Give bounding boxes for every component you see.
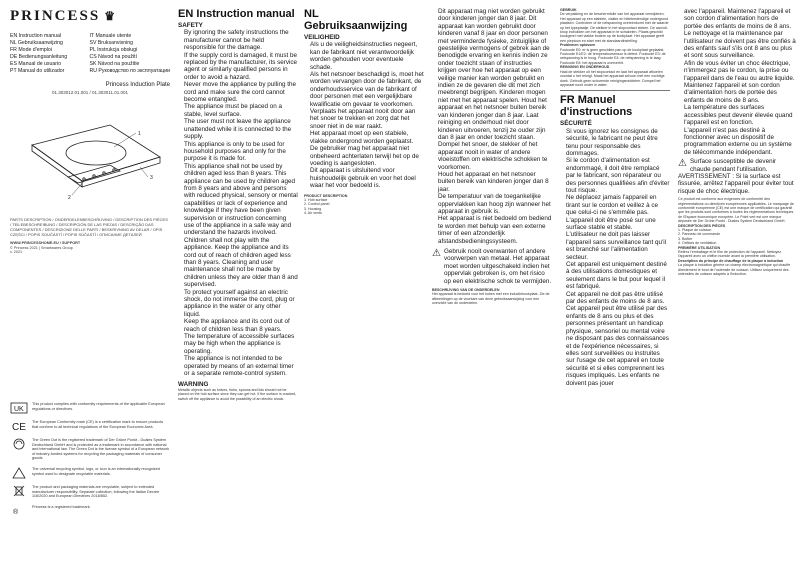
list-item: • L'appareil doit être posé sur une surface stable et stable.: [566, 217, 670, 232]
product-name: Princess Induction Plate: [105, 82, 170, 88]
language-item: SK Návod na použitie: [89, 61, 140, 67]
notice-row: [10, 485, 170, 499]
safety-list: [304, 41, 424, 189]
list-item: • De temperatuur van de toegankelijke oppervlakken kan hoog zijn wanneer het apparaat in gebruik is.: [438, 193, 552, 215]
list-item: • Dit apparaat mag niet worden gebruikt door kinderen jonger dan 8 jaar. Dit apparaat kan worden gebruikt door kinderen vanaf 8 jaar en door personen met verminderde fysieke, zintuiglijke of geestelijke vermogens of gebrek aan de benodigde ervaring en kennis indien ze onder toezicht staan of instructies krijgen over hoe het apparaat op een veilige manier kan worden gebruikt en indien ze de gevaren die dit met zich meebrengt begrijpen. Kinderen mogen niet met het apparaat spelen. Houd het apparaat en het netsnoer buiten bereik van kinderen jonger dan 8 jaar. Laat reiniging en onderhoud niet door kinderen uitvoeren, tenzij ze ouder zijn dan 8 jaar en onder toezicht staan.: [438, 8, 552, 141]
warning-heading: WARNING: [178, 380, 209, 388]
svg-text:1: 1: [138, 131, 141, 137]
list-item: • Si vous ignorez les consignes de sécurité, le fabricant ne peut être tenu pour responsable des dommages.: [566, 128, 670, 158]
notice-row: [10, 402, 170, 414]
list-item: • Afin de vous éviter un choc électrique, n'immergez pas le cordon, la prise ou l'appareil dans de l'eau ou autre liquide.: [684, 60, 796, 82]
hot-surface-icon: ⚠: [678, 158, 687, 170]
list-item: • The temperature of accessible surfaces may be high when the appliance is operating.: [184, 333, 298, 355]
avertissement-text: AVERTISSEMENT : Si la surface est fissurée, arrêtez l'appareil pour éviter tout risque de choc électrique.: [678, 172, 794, 195]
language-item: CS Návod na použití: [89, 54, 138, 60]
safety-list: [432, 8, 552, 245]
part-item: 2. Control panel: [304, 202, 330, 207]
hot-surface-icon: ⚠: [432, 248, 441, 259]
svg-text:3: 3: [150, 175, 153, 181]
part-item: 2. Panneau de commande: [678, 232, 721, 237]
notice-text: The universal recycling symbol, logo, or icon is an internationally recognized symbol used to designate recyclable materials.: [32, 466, 160, 476]
language-item: RU Руководство по эксплуатации: [89, 68, 170, 74]
list-item: • Ne déplacez jamais l'appareil en tirant sur le cordon et veillez à ce que celui-ci ne s'emmêle pas.: [566, 194, 670, 216]
list-item: • Never move the appliance by pulling the cord and make sure the cord cannot become entangled.: [184, 81, 298, 103]
svg-text:®: ®: [13, 508, 19, 516]
language-item: SV Bruksanvisning: [89, 40, 134, 46]
list-item: • De gebruiker mag het apparaat niet onbeheerd achterlaten terwijl het op de voeding is aangesloten.: [310, 145, 424, 167]
language-item: NL Gebruiksaanwijzing: [10, 40, 63, 46]
french-column-continued: [678, 8, 796, 568]
list-item: • Houd het apparaat en het netsnoer buiten bereik van kinderen jonger dan 8 jaar.: [438, 171, 552, 193]
product-code: 01.303012.01.001 / 01.303011.01.001: [52, 90, 128, 95]
recycling-icon: [10, 467, 28, 479]
green-dot-icon: [10, 438, 28, 450]
list-item: • Dit apparaat is uitsluitend voor huishoudelijk gebruik en voor het doel waar het voor bedoeld is.: [310, 167, 424, 189]
notice-text: The Green Dot is the registered trademark of Der Grüne Punkt - Duales System Deutschland GmbH and is protected as a trademark in accordance with national and international law. The Green Dot is the license symbol of a European network of industry-funded systems for recycling the packaging materials of consumer goods.: [32, 438, 170, 461]
list-item: • The appliance is not intended to be operated by means of an external timer or a separate remote-control system.: [184, 355, 298, 377]
notice-text: Princess is a registered trademark.: [32, 504, 91, 509]
english-column: [178, 8, 298, 568]
language-item: ES Manual de usuario: [10, 61, 62, 67]
conformity-text: Ce produit est conforme aux exigences de conformité des réglementations ou directives européennes applicables. Le marquage de conformité européenne (CE) est une marque de certification qui garantit que les produits sont conformes à toutes les réglementations techniques de l'Espace économique européen. Le Point vert est une marque déposée de Der Grüne Punkt - Duales System Deutschland GmbH.: [678, 197, 794, 224]
cover-column: [10, 8, 170, 568]
list-item: • The appliance must be placed on a stable, level surface.: [184, 103, 298, 118]
warning-text: Surface susceptible de devenir chaude pendant l'utilisation.: [689, 158, 777, 173]
list-item: • L'appareil n'est pas destiné à fonctionner avec un dispositif de programmation externe ou un système de télécommande indépendant.: [684, 127, 796, 157]
list-item: • Si le cordon d'alimentation est endommagé, il doit être remplacé par le fabricant, son réparateur ou des personnes qualifiées afin d'éviter tout risque.: [566, 157, 670, 194]
language-item: DE Bedienungsanleitung: [10, 54, 68, 60]
first-use-heading: PREMIÈRE UTILISATION: [678, 245, 721, 250]
notice-row: [10, 438, 170, 461]
ce-mark-icon: [10, 420, 28, 432]
section-title: NL Gebruiksaanwijzing: [304, 8, 408, 32]
list-item: • The user must not leave the appliance unattended while it is connected to the supply.: [184, 118, 298, 140]
heating-heading: Description du principe de chauffage de la plaque à induction: [678, 258, 784, 263]
svg-text:UK: UK: [14, 406, 24, 413]
trademark-icon: [10, 505, 28, 517]
first-use-text: Retirez l'emballage et le film de protection de l'appareil. Nettoyez l'appareil avec un chiffon humide avant la première utilisation.: [678, 250, 782, 259]
parts-list: [304, 198, 424, 216]
safety-list: [178, 29, 298, 377]
language-item: IT Manuale utente: [89, 33, 132, 39]
notice-text: The product and packaging materials are recyclable, subject to extended manufacturer responsibility. Separate collection; following the Italian Decree 116/2020 and European Directives 2018/852.: [32, 484, 160, 499]
usage-heading: GEBRUIK: [560, 8, 577, 12]
brand-logo: PRINCESS ♛: [10, 8, 117, 24]
print-version: v. 2021: [10, 250, 23, 255]
section-title: FR Manuel d'instructions: [560, 94, 633, 119]
list-item: • Cet appareil est uniquement destiné à des utilisations domestiques et seulement dans le but pour lequel il est fabriqué.: [566, 261, 670, 291]
list-item: • Cet appareil ne doit pas être utilisé par des enfants de moins de 8 ans. Cet appareil peut être utilisé par des enfants de 8 ans ou plus et des personnes présentant un handicap physique, sensoriel ou mental voire ne disposant pas des connaissances et de l'expérience nécessaires, si elles sont surveillées ou instruites sur l'usage de cet appareil en toute sécurité et si elles comprennent les risques impliqués. Les enfants ne doivent pas jouer: [566, 291, 670, 387]
usage-column: [560, 8, 670, 568]
conformity-icon: [10, 402, 28, 414]
product-figure: [10, 82, 170, 282]
list-item: • Maintenez l'appareil et son cordon d'alimentation hors de portée des enfants de moins de 8 ans.: [684, 82, 796, 104]
list-item: • Het apparaat moet op een stabiele, vlakke ondergrond worden geplaatst.: [310, 130, 424, 145]
language-item: EN Instruction manual: [10, 33, 62, 39]
notice-text: This product complies with conformity requirements of the applicable European regulations or directives.: [32, 402, 165, 411]
safety-list: [678, 8, 796, 156]
usage-text: De verpakking en de beschermfolie van het apparaat verwijderen. Het apparaat op een stabiele, vlakke en hittebestendige ondergrond plaatsen. Controleer of de netspanning overeenkomt met de waarde op het typeplaatje. De stekker in het stopcontact steken. De aan/uit-knop indrukken om het apparaat in te schakelen. Plaats geschikt kookgerei met vlakke bodem op de kookplaat. Het apparaat geeft een pieptoon en start met de standaardinstelling.: [560, 12, 669, 43]
notice-row: [10, 505, 170, 517]
warning-text: Gebruik nooit ovenwanten of andere voorwerpen van metaal. Het apparaat moet worden uitgeschakeld indien het oppervlak gebroken is, om het risico op een elektrische schok te vermijden.: [443, 248, 552, 285]
parts-heading: BESCHRIJVING VAN DE ONDERDELEN: [432, 288, 500, 293]
parts-description: PARTS DESCRIPTION / ONDERDELENBESCHRIJVING / DESCRIPTION DES PIÈCES / TEILEBESCHREIBUNG / DESCRIPCIÓN DE LAS PIEZAS / DESCRIÇÃO DAS COMPONENTES / DESCRIZIONE DELLE PARTI / BESKRIVNING AV DELAR / OPIS CZĘŚCI / POPIS SOUČÁSTÍ / POPIS SÚČASTÍ / ОПИСАНИЕ ДЕТАЛЕЙ: [10, 217, 168, 237]
cleaning-heading: REINIGING EN ONDERHOUD: [560, 65, 610, 70]
list-item: • By ignoring the safety instructions the manufacturer cannot be held responsible for the damage.: [184, 29, 298, 51]
safety-list: [560, 128, 670, 387]
list-item: • This appliance shall not be used by children aged less than 8 years. This appliance can be used by children aged from 8 years and above and persons with reduced physical, sensory or mental capabilities or lack of experience and knowledge if they have been given supervision or instruction concerning use of the appliance in a safe way and understand the hazards involved. Children shall not play with the appliance. Keep the appliance and its cord out of reach of children aged less than 8 years. Cleaning and user maintenance shall not be made by children unless they are older than 8 and supervised.: [184, 163, 298, 289]
induction-plate-illustration: [10, 95, 170, 215]
notice-row: [10, 467, 170, 479]
safety-heading: VEILIGHEID: [304, 34, 340, 41]
weee-bin-icon: [10, 485, 28, 497]
crown-icon: ♛: [104, 9, 117, 23]
parts-list: [678, 228, 796, 246]
list-item: • This appliance is only to be used for household purposes and only for the purpose it is made for.: [184, 141, 298, 163]
language-item: FR Mode d'emploi: [10, 47, 52, 53]
list-item: • Keep the appliance and its cord out of reach of children less than 8 years.: [184, 318, 298, 333]
support-url[interactable]: WWW.PRINCESSHOME.EU / SUPPORT: [10, 241, 81, 245]
svg-text:2: 2: [68, 195, 71, 201]
parts-heading: PRODUCT DESCRIPTION: [304, 193, 348, 198]
part-item: 1. Hob surface: [304, 197, 328, 202]
svg-text:CE: CE: [12, 422, 26, 432]
list-item: • Als u de veiligheidsinstructies negeert, kan de fabrikant niet verantwoordelijk worden gehouden voor eventuele schade.: [310, 41, 424, 71]
list-item: • avec l'appareil. Maintenez l'appareil et son cordon d'alimentation hors de portée des enfants de moins de 8 ans. Le nettoyage et la maintenance par l'utilisateur ne doivent pas être confiés à des enfants sauf s'ils ont 8 ans ou plus et sont sous surveillance.: [684, 8, 796, 60]
part-item: 3. Housing: [304, 206, 322, 211]
safety-heading: SAFETY: [178, 22, 203, 29]
part-item: 1. Plaque de cuisson: [678, 228, 712, 232]
list-item: • Verplaats het apparaat nooit door aan het snoer te trekken en zorg dat het snoer niet in de war raakt.: [310, 108, 424, 130]
notice-row: [10, 420, 170, 432]
part-item: 3. Boîtier: [678, 236, 693, 241]
parts-text: Het apparaat is bedoeld voor het koken met een inductiekookplaat. Zie de afbeeldingen op de voorkant van deze gebruiksaanwijzing voor een overzicht van de onderdelen.: [432, 292, 550, 306]
dutch-column-continued: [432, 8, 552, 568]
language-item: PL Instrukcja obsługi: [89, 47, 138, 53]
list-item: • Dompel het snoer, de stekker of het apparaat nooit in water of andere vloeistoffen om elektrische schokken te voorkomen.: [438, 141, 552, 171]
list-item: • To protect yourself against an electric shock, do not immerse the cord, plug or appliance in the water or any other liquid.: [184, 289, 298, 319]
notice-text: The European Conformity mark (CE) is a certification mark to ensure products that conform to all technical regulations of the European Economic Area.: [32, 420, 164, 429]
safety-heading: SÉCURITÉ: [560, 120, 592, 128]
list-item: • Als het netsnoer beschadigd is, moet het worden vervangen door de fabrikant, de onderhoudsservice van de fabrikant of door personen met een vergelijkbare kwalificatie om gevaar te voorkomen.: [310, 71, 424, 108]
troubleshooting-text: Foutcode E0: er is geen geschikte pan op de kookplaat geplaatst. Foutcode E1/E2: de temperatuursensor is defect. Foutcode E3: de netspanning is te hoog. Foutcode E4: de netspanning is te laag. Foutcode E5: het apparaat is oververhit.: [560, 47, 666, 65]
heating-text: La plaque à induction génère un champ électromagnétique qui chauffe directement le fond de l'ustensile de cuisson. Utilisez uniquement des ustensiles de cuisson adaptés à l'induction.: [678, 263, 791, 277]
part-item: 4. Orifices de ventilation: [678, 241, 717, 246]
cleaning-text: Haal de stekker uit het stopcontact en laat het apparaat afkoelen voordat u het reinigt. Maak het apparaat schoon met een vochtige doek. Gebruik geen schurende reinigingsmiddelen. Dompel het apparaat nooit onder in water.: [560, 69, 665, 87]
warning-text: Metallic objects such as knives, forks, spoons and lids should not be placed on the hob surface since they can get hot. If the surface is cracked, switch off the appliance to avoid the possibility of an electric shock.: [178, 387, 297, 401]
list-item: • If the supply cord is damaged, it must be replaced by the manufacturer, its service agent or similarly qualified persons in order to avoid a hazard.: [184, 52, 298, 82]
list-item: • L'utilisateur ne doit pas laisser l'appareil sans surveillance tant qu'il est branché sur l'alimentation secteur.: [566, 231, 670, 261]
dutch-column: [304, 8, 424, 568]
section-title: EN Instruction manual: [178, 8, 295, 20]
language-list: [10, 33, 170, 74]
part-item: 4. Air vents: [304, 211, 322, 216]
parts-heading: DESCRIPTION DES PIÈCES: [678, 223, 726, 228]
list-item: • Het apparaat is niet bedoeld om bediend te worden met behulp van een externe timer of een afzonderlijk afstandsbedieningssysteem.: [438, 215, 552, 245]
troubleshooting-heading: Problemen oplossen: [560, 43, 596, 48]
language-item: PT Manual do utilizador: [10, 68, 65, 74]
copyright: © Princess 2021 | Smartwares Group: [10, 245, 73, 250]
list-item: • La température des surfaces accessibles peut devenir élevée quand l'appareil est en fonction.: [684, 104, 796, 126]
